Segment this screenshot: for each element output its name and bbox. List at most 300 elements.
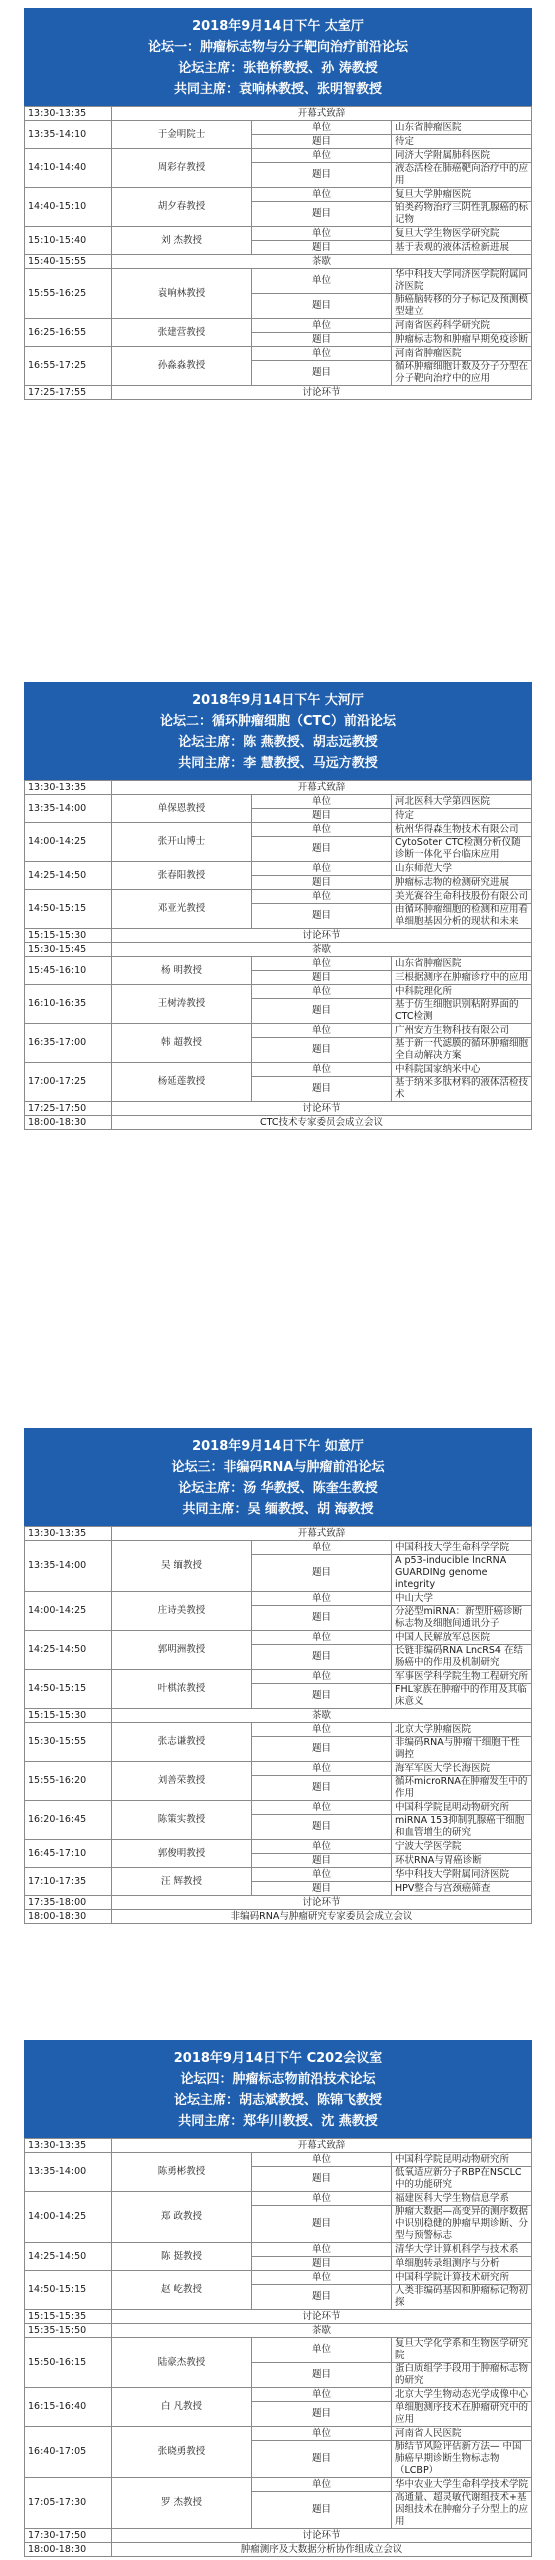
- topic-label: 题目: [252, 904, 392, 929]
- time-cell: 18:00-18:30: [25, 2543, 112, 2557]
- schedule-row: [25, 1116, 532, 1130]
- schedule-row: [25, 386, 532, 400]
- topic-label: 题目: [252, 1606, 392, 1631]
- unit-cell: 山东省肿瘤医院: [392, 957, 532, 971]
- unit-cell: 中国科技大学生命科学学院: [392, 1541, 532, 1555]
- schedule-table: [24, 1526, 532, 1924]
- schedule-row: [25, 1063, 532, 1077]
- unit-cell: 中科院理化所: [392, 985, 532, 999]
- topic-cell: 单细胞测序技术在肿瘤研究中的应用: [392, 2402, 532, 2427]
- speaker-cell: 郑 政教授: [112, 2192, 252, 2243]
- unit-cell: 广州安方生物科技有限公司: [392, 1024, 532, 1038]
- unit-label: 单位: [252, 1868, 392, 1882]
- topic-label: 题目: [252, 1684, 392, 1709]
- unit-label: 单位: [252, 121, 392, 135]
- unit-label: 单位: [252, 319, 392, 333]
- unit-cell: 河南省肿瘤医院: [392, 347, 532, 361]
- unit-label: 单位: [252, 269, 392, 294]
- topic-label: 题目: [252, 837, 392, 862]
- speaker-cell: 孙淼淼教授: [112, 347, 252, 386]
- topic-cell: 分泌型miRNA：新型肝癌诊断标志物及细胞间通讯分子: [392, 1606, 532, 1631]
- schedule-row: [25, 943, 532, 957]
- time-cell: 13:35-14:00: [25, 1541, 112, 1592]
- time-cell: 16:45-17:10: [25, 1840, 112, 1868]
- unit-cell: 复旦大学生物医学研究院: [392, 227, 532, 241]
- unit-cell: 中科院国家纳米中心: [392, 1063, 532, 1077]
- speaker-cell: 汪 辉教授: [112, 1868, 252, 1896]
- schedule-row: [25, 149, 532, 163]
- time-cell: 15:55-16:20: [25, 1762, 112, 1801]
- time-cell: 17:00-17:25: [25, 1063, 112, 1102]
- unit-label: 单位: [252, 1592, 392, 1606]
- schedule-row: [25, 107, 532, 121]
- forum-header: [24, 2040, 532, 2138]
- forum-header: [24, 8, 532, 106]
- time-cell: 15:50-16:15: [25, 2338, 112, 2388]
- forum-chairs: 论坛主席：汤 华教授、陈奎生教授: [178, 1481, 378, 1496]
- speaker-cell: 王树涛教授: [112, 985, 252, 1024]
- schedule-row: [25, 1527, 532, 1541]
- unit-label: 单位: [252, 795, 392, 809]
- topic-label: 题目: [252, 809, 392, 823]
- topic-label: 题目: [252, 999, 392, 1024]
- topic-cell: 基于纳米多肽材料的液体活检技术: [392, 1077, 532, 1102]
- forum-date-room: 2018年9月14日下午 太室厅: [192, 19, 364, 34]
- forum-block: [24, 682, 532, 1130]
- schedule-row: [25, 823, 532, 837]
- unit-label: 单位: [252, 1801, 392, 1815]
- speaker-cell: 刘 杰教授: [112, 227, 252, 255]
- time-cell: 17:05-17:30: [25, 2478, 112, 2529]
- speaker-cell: 张开山博士: [112, 823, 252, 862]
- speaker-cell: 郭明洲教授: [112, 1631, 252, 1670]
- unit-label: 单位: [252, 1723, 392, 1737]
- topic-cell: 循环microRNA在肿瘤发生中的作用: [392, 1776, 532, 1801]
- time-cell: 13:30-13:35: [25, 1527, 112, 1541]
- time-cell: 13:30-13:35: [25, 2139, 112, 2153]
- schedule-row: [25, 1896, 532, 1910]
- time-cell: 15:30-15:45: [25, 943, 112, 957]
- unit-cell: 中国科学院昆明动物研究所: [392, 1801, 532, 1815]
- topic-label: 题目: [252, 971, 392, 985]
- session-cell: 讨论环节: [112, 929, 532, 943]
- unit-label: 单位: [252, 2271, 392, 2285]
- time-cell: 14:50-15:15: [25, 890, 112, 929]
- time-cell: 15:55-16:25: [25, 269, 112, 319]
- forum-block: [24, 1428, 532, 1924]
- time-cell: 13:35-14:10: [25, 121, 112, 149]
- speaker-cell: 罗 杰教授: [112, 2478, 252, 2529]
- session-cell: 茶歇: [112, 943, 532, 957]
- topic-label: 题目: [252, 1854, 392, 1868]
- topic-label: 题目: [252, 2206, 392, 2243]
- schedule-row: [25, 1910, 532, 1924]
- schedule-table: [24, 780, 532, 1130]
- topic-cell: 肺结节风险评估新方法— 中国肺癌早期诊断生物标志物（LCBP）: [392, 2441, 532, 2478]
- topic-label: 题目: [252, 135, 392, 149]
- unit-label: 单位: [252, 2243, 392, 2257]
- topic-cell: 肿瘤标志物和肿瘤早期免疫诊断: [392, 333, 532, 347]
- unit-cell: 复旦大学肿瘤医院: [392, 188, 532, 202]
- unit-label: 单位: [252, 1063, 392, 1077]
- unit-cell: 中国科学院昆明动物研究所: [392, 2153, 532, 2167]
- unit-cell: 河南省医药科学研究院: [392, 319, 532, 333]
- topic-cell: 铂类药物治疗三阴性乳腺癌的标记物: [392, 202, 532, 227]
- forum-date-room: 2018年9月14日下午 如意厅: [192, 1439, 364, 1454]
- time-cell: 14:25-14:50: [25, 862, 112, 890]
- speaker-cell: 单保恩教授: [112, 795, 252, 823]
- forum-title: 论坛四：肿瘤标志物前沿技术论坛: [180, 2072, 376, 2087]
- schedule-row: [25, 2153, 532, 2167]
- speaker-cell: 陈策实教授: [112, 1801, 252, 1840]
- topic-cell: 循环肿瘤细胞计数及分子分型在分子靶向治疗中的应用: [392, 361, 532, 386]
- schedule-row: [25, 269, 532, 294]
- schedule-row: [25, 929, 532, 943]
- topic-label: 题目: [252, 333, 392, 347]
- speaker-cell: 杨 明教授: [112, 957, 252, 985]
- unit-cell: 华中农业大学生命科学技术学院: [392, 2478, 532, 2492]
- time-cell: 14:00-14:25: [25, 823, 112, 862]
- time-cell: 16:15-16:40: [25, 2388, 112, 2427]
- topic-label: 题目: [252, 1815, 392, 1840]
- unit-label: 单位: [252, 862, 392, 876]
- speaker-cell: 杨延莲教授: [112, 1063, 252, 1102]
- speaker-cell: 刘善荣教授: [112, 1762, 252, 1801]
- time-cell: 14:40-15:10: [25, 188, 112, 227]
- time-cell: 16:20-16:45: [25, 1801, 112, 1840]
- schedule-row: [25, 1541, 532, 1555]
- schedule-row: [25, 795, 532, 809]
- session-cell: 肿瘤测序及大数据分析协作组成立会议: [112, 2543, 532, 2557]
- schedule-row: [25, 2427, 532, 2441]
- topic-cell: 待定: [392, 135, 532, 149]
- speaker-cell: 陈 挺教授: [112, 2243, 252, 2271]
- schedule-row: [25, 188, 532, 202]
- speaker-cell: 张晓勇教授: [112, 2427, 252, 2478]
- time-cell: 15:15-15:30: [25, 929, 112, 943]
- schedule-row: [25, 2271, 532, 2285]
- schedule-row: [25, 985, 532, 999]
- time-cell: 14:50-15:15: [25, 2271, 112, 2310]
- unit-cell: 中国人民解放军总医院: [392, 1631, 532, 1645]
- unit-cell: 北京大学肿瘤医院: [392, 1723, 532, 1737]
- schedule-row: [25, 1024, 532, 1038]
- time-cell: 15:40-15:55: [25, 255, 112, 269]
- speaker-cell: 张春阳教授: [112, 862, 252, 890]
- forum-header: [24, 682, 532, 780]
- session-cell: 讨论环节: [112, 386, 532, 400]
- topic-label: 题目: [252, 2167, 392, 2192]
- unit-cell: 河南省人民医院: [392, 2427, 532, 2441]
- time-cell: 17:25-17:55: [25, 386, 112, 400]
- unit-label: 单位: [252, 2427, 392, 2441]
- topic-cell: 非编码RNA与肿瘤干细胞干性调控: [392, 1737, 532, 1762]
- schedule-row: [25, 319, 532, 333]
- session-cell: 非编码RNA与肿瘤研究专家委员会成立会议: [112, 1910, 532, 1924]
- time-cell: 16:55-17:25: [25, 347, 112, 386]
- topic-cell: CytoSoter CTC检测分析仪随诊断一体化平台临床应用: [392, 837, 532, 862]
- schedule-row: [25, 2324, 532, 2338]
- schedule-row: [25, 1631, 532, 1645]
- topic-label: 题目: [252, 1038, 392, 1063]
- session-cell: 讨论环节: [112, 2529, 532, 2543]
- schedule-row: [25, 890, 532, 904]
- time-cell: 16:10-16:35: [25, 985, 112, 1024]
- topic-label: 题目: [252, 1645, 392, 1670]
- topic-label: 题目: [252, 1776, 392, 1801]
- schedule-row: [25, 1840, 532, 1854]
- topic-label: 题目: [252, 1555, 392, 1592]
- unit-cell: 华中科技大学同济医学院附属同济医院: [392, 269, 532, 294]
- time-cell: 14:10-14:40: [25, 149, 112, 188]
- speaker-cell: 陆豪杰教授: [112, 2338, 252, 2388]
- speaker-cell: 张志谦教授: [112, 1723, 252, 1762]
- unit-label: 单位: [252, 1631, 392, 1645]
- unit-label: 单位: [252, 149, 392, 163]
- schedule-row: [25, 2310, 532, 2324]
- schedule-row: [25, 2543, 532, 2557]
- unit-cell: 军事医学科学院生物工程研究所: [392, 1670, 532, 1684]
- forum-title: 论坛三：非编码RNA与肿瘤前沿论坛: [171, 1460, 385, 1475]
- unit-cell: 山东省肿瘤医院: [392, 121, 532, 135]
- schedule-row: [25, 2243, 532, 2257]
- topic-cell: 肿瘤大数据—高变异的测序数据中识别稳健的肿瘤早期诊断、分型与预警标志: [392, 2206, 532, 2243]
- forum-title: 论坛一：肿瘤标志物与分子靶向治疗前沿论坛: [147, 40, 408, 55]
- unit-label: 单位: [252, 2192, 392, 2206]
- session-cell: 讨论环节: [112, 1896, 532, 1910]
- schedule-row: [25, 781, 532, 795]
- schedule-row: [25, 1762, 532, 1776]
- unit-label: 单位: [252, 2153, 392, 2167]
- forum-chairs: 论坛主席：胡志斌教授、陈锦飞教授: [173, 2093, 382, 2108]
- speaker-cell: 张建营教授: [112, 319, 252, 347]
- forum-co-chairs: 共同主席：李 慧教授、马远方教授: [178, 756, 378, 771]
- unit-label: 单位: [252, 1762, 392, 1776]
- forum-header: [24, 1428, 532, 1526]
- unit-cell: 美光赛谷生命科技股份有限公司: [392, 890, 532, 904]
- unit-cell: 复旦大学化学系和生物医学研究院: [392, 2338, 532, 2363]
- time-cell: 15:15-15:30: [25, 1709, 112, 1723]
- schedule-table: [24, 2138, 532, 2557]
- unit-cell: 河北医科大学第四医院: [392, 795, 532, 809]
- session-cell: 开幕式致辞: [112, 1527, 532, 1541]
- topic-label: 题目: [252, 1882, 392, 1896]
- unit-label: 单位: [252, 985, 392, 999]
- topic-label: 题目: [252, 2285, 392, 2310]
- schedule-row: [25, 2388, 532, 2402]
- forum-block: [24, 8, 532, 400]
- session-cell: 开幕式致辞: [112, 781, 532, 795]
- topic-label: 题目: [252, 1077, 392, 1102]
- unit-cell: 山东师范大学: [392, 862, 532, 876]
- time-cell: 14:25-14:50: [25, 1631, 112, 1670]
- unit-cell: 中山大学: [392, 1592, 532, 1606]
- schedule-row: [25, 1670, 532, 1684]
- topic-label: 题目: [252, 876, 392, 890]
- topic-cell: 蛋白质组学手段用于肿瘤标志物的研究: [392, 2363, 532, 2388]
- unit-label: 单位: [252, 347, 392, 361]
- forum-block: [24, 2040, 532, 2557]
- time-cell: 15:15-15:35: [25, 2310, 112, 2324]
- speaker-cell: 陈勇彬教授: [112, 2153, 252, 2192]
- schedule-row: [25, 2192, 532, 2206]
- unit-label: 单位: [252, 2388, 392, 2402]
- unit-cell: 福建医科大学生物信息学系: [392, 2192, 532, 2206]
- schedule-row: [25, 2338, 532, 2363]
- topic-cell: 环状RNA与胃癌诊断: [392, 1854, 532, 1868]
- schedule-row: [25, 2139, 532, 2153]
- speaker-cell: 郭俊明教授: [112, 1840, 252, 1868]
- topic-cell: 待定: [392, 809, 532, 823]
- unit-label: 单位: [252, 1840, 392, 1854]
- forum-co-chairs: 共同主席：郑华川教授、沈 燕教授: [178, 2114, 378, 2129]
- speaker-cell: 韩 超教授: [112, 1024, 252, 1063]
- time-cell: 13:35-14:00: [25, 2153, 112, 2192]
- speaker-cell: 周彩存教授: [112, 149, 252, 188]
- schedule-row: [25, 862, 532, 876]
- topic-cell: 单细胞转录组测序与分析: [392, 2257, 532, 2271]
- topic-label: 题目: [252, 202, 392, 227]
- session-cell: 茶歇: [112, 1709, 532, 1723]
- speaker-cell: 吴 缅教授: [112, 1541, 252, 1592]
- topic-cell: 肿瘤标志物的检测研究进展: [392, 876, 532, 890]
- schedule-row: [25, 255, 532, 269]
- time-cell: 14:25-14:50: [25, 2243, 112, 2271]
- topic-cell: HPV整合与宫颈癌筛查: [392, 1882, 532, 1896]
- speaker-cell: 邓亚光教授: [112, 890, 252, 929]
- topic-label: 题目: [252, 1737, 392, 1762]
- time-cell: 14:50-15:15: [25, 1670, 112, 1709]
- time-cell: 14:00-14:25: [25, 1592, 112, 1631]
- time-cell: 15:45-16:10: [25, 957, 112, 985]
- topic-cell: miRNA 153抑制乳腺癌干细胞和血管增生的研究: [392, 1815, 532, 1840]
- forum-chairs: 论坛主席：陈 燕教授、胡志远教授: [178, 735, 378, 750]
- schedule-row: [25, 2529, 532, 2543]
- speaker-cell: 叶棋浓教授: [112, 1670, 252, 1709]
- time-cell: 16:25-16:55: [25, 319, 112, 347]
- time-cell: 18:00-18:30: [25, 1910, 112, 1924]
- unit-label: 单位: [252, 227, 392, 241]
- topic-cell: 高通量、超灵敏代谢组技术+基因组技术在肿瘤分子分型上的应用: [392, 2492, 532, 2529]
- time-cell: 17:25-17:50: [25, 1102, 112, 1116]
- unit-cell: 宁波大学医学院: [392, 1840, 532, 1854]
- topic-cell: 肺癌脑转移的分子标记及预测模型建立: [392, 294, 532, 319]
- unit-label: 单位: [252, 1670, 392, 1684]
- schedule-row: [25, 1102, 532, 1116]
- time-cell: 13:30-13:35: [25, 107, 112, 121]
- schedule-row: [25, 347, 532, 361]
- time-cell: 17:10-17:35: [25, 1868, 112, 1896]
- time-cell: 14:00-14:25: [25, 2192, 112, 2243]
- schedule-row: [25, 1801, 532, 1815]
- speaker-cell: 于金明院士: [112, 121, 252, 149]
- topic-label: 题目: [252, 2257, 392, 2271]
- unit-cell: 华中科技大学附属同济医院: [392, 1868, 532, 1882]
- time-cell: 15:30-15:55: [25, 1723, 112, 1762]
- time-cell: 16:35-17:00: [25, 1024, 112, 1063]
- speaker-cell: 白 凡教授: [112, 2388, 252, 2427]
- time-cell: 16:40-17:05: [25, 2427, 112, 2478]
- time-cell: 17:35-18:00: [25, 1896, 112, 1910]
- unit-cell: 同济大学附属肺科医院: [392, 149, 532, 163]
- session-cell: 茶歇: [112, 2324, 532, 2338]
- topic-label: 题目: [252, 2363, 392, 2388]
- speaker-cell: 赵 屹教授: [112, 2271, 252, 2310]
- schedule-row: [25, 227, 532, 241]
- topic-label: 题目: [252, 163, 392, 188]
- schedule-row: [25, 1723, 532, 1737]
- unit-label: 单位: [252, 1541, 392, 1555]
- schedule-row: [25, 1592, 532, 1606]
- unit-label: 单位: [252, 957, 392, 971]
- unit-cell: 中国科学院计算技术研究所: [392, 2271, 532, 2285]
- session-cell: 茶歇: [112, 255, 532, 269]
- forum-date-room: 2018年9月14日下午 C202会议室: [173, 2051, 383, 2066]
- topic-cell: 液态活检在肺癌靶向治疗中的应用: [392, 163, 532, 188]
- unit-cell: 清华大学计算机科学与技术系: [392, 2243, 532, 2257]
- topic-cell: 人类非编码基因和肿瘤标记物初探: [392, 2285, 532, 2310]
- topic-label: 题目: [252, 361, 392, 386]
- time-cell: 15:10-15:40: [25, 227, 112, 255]
- schedule-row: [25, 1709, 532, 1723]
- speaker-cell: 庄诗美教授: [112, 1592, 252, 1631]
- topic-cell: 基于表观的液体活检新进展: [392, 241, 532, 255]
- session-cell: CTC技术专家委员会成立会议: [112, 1116, 532, 1130]
- topic-cell: FHL家族在肿瘤中的作用及其临床意义: [392, 1684, 532, 1709]
- session-cell: 开幕式致辞: [112, 2139, 532, 2153]
- unit-label: 单位: [252, 2338, 392, 2363]
- unit-cell: 北京大学生物动态光学成像中心: [392, 2388, 532, 2402]
- unit-label: 单位: [252, 1024, 392, 1038]
- topic-cell: A p53-inducible lncRNA GUARDINg genome integrity: [392, 1555, 532, 1592]
- topic-cell: 基于仿生细胞识别粘附界面的CTC检测: [392, 999, 532, 1024]
- forum-title: 论坛二：循环肿瘤细胞（CTC）前沿论坛: [160, 714, 396, 729]
- topic-label: 题目: [252, 241, 392, 255]
- forum-date-room: 2018年9月14日下午 大河厅: [192, 693, 364, 708]
- schedule-table: [24, 106, 532, 400]
- forum-co-chairs: 共同主席：吴 缅教授、胡 海教授: [182, 1502, 374, 1517]
- topic-label: 题目: [252, 2402, 392, 2427]
- time-cell: 13:35-14:00: [25, 795, 112, 823]
- forum-co-chairs: 共同主席：袁响林教授、张明智教授: [173, 82, 382, 97]
- schedule-row: [25, 121, 532, 135]
- unit-label: 单位: [252, 188, 392, 202]
- unit-cell: 海军军医大学长海医院: [392, 1762, 532, 1776]
- time-cell: 17:30-17:50: [25, 2529, 112, 2543]
- session-cell: 讨论环节: [112, 2310, 532, 2324]
- speaker-cell: 胡夕春教授: [112, 188, 252, 227]
- time-cell: 13:30-13:35: [25, 781, 112, 795]
- schedule-row: [25, 957, 532, 971]
- time-cell: 15:35-15:50: [25, 2324, 112, 2338]
- topic-cell: 三根据测序在肿瘤诊疗中的应用: [392, 971, 532, 985]
- unit-cell: 杭州华得森生物技术有限公司: [392, 823, 532, 837]
- forum-chairs: 论坛主席：张艳桥教授、孙 涛教授: [178, 61, 378, 76]
- session-cell: 开幕式致辞: [112, 107, 532, 121]
- unit-label: 单位: [252, 2478, 392, 2492]
- topic-label: 题目: [252, 294, 392, 319]
- topic-label: 题目: [252, 2441, 392, 2478]
- schedule-row: [25, 2478, 532, 2492]
- unit-label: 单位: [252, 823, 392, 837]
- session-cell: 讨论环节: [112, 1102, 532, 1116]
- topic-label: 题目: [252, 2492, 392, 2529]
- speaker-cell: 袁响林教授: [112, 269, 252, 319]
- time-cell: 18:00-18:30: [25, 1116, 112, 1130]
- topic-cell: 基于新一代滤膜的循环肿瘤细胞全自动解决方案: [392, 1038, 532, 1063]
- topic-cell: 长链非编码RNA LncRS4 在结肠癌中的作用及机制研究: [392, 1645, 532, 1670]
- topic-cell: 低氧适应新分子RBP在NSCLC中的功能研究: [392, 2167, 532, 2192]
